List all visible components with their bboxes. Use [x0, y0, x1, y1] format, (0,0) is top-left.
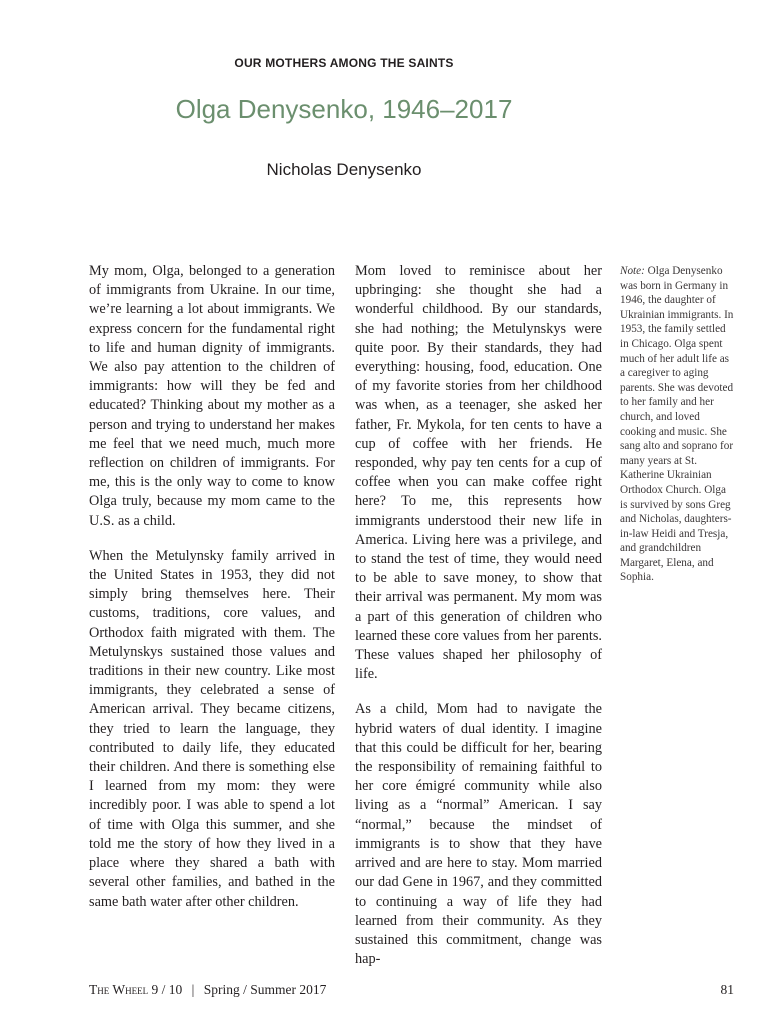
- sidenote-label: Note:: [620, 265, 645, 277]
- body-paragraph: As a child, Mom had to navigate the hybrid waters of dual identity. I imagine that this could be difficult for her, bearing the responsibility of remaining faithful to her core émigré community while also living as a “normal” American. I say “normal,” because the mindset of immigrants is to show that they have arrived and are here to stay. Mom married our dad Gene in 1967, and they committed to continuing a way of life they had learned from their community. As they sustained this commitment, change was hap-: [355, 701, 602, 968]
- journal-name: The Wheel: [89, 982, 149, 997]
- page-number: 81: [720, 982, 734, 997]
- section-kicker: OUR MOTHERS AMONG THE SAINTS: [234, 56, 454, 70]
- issue-number: 9 / 10: [151, 982, 183, 997]
- article-author: Nicholas Denysenko: [266, 160, 422, 179]
- footer-separator: |: [191, 982, 195, 997]
- sidenote-text: Olga Denysenko was born in Germany in 1946, the daughter of Ukrainian immigrants. In 1953, the family settled in Chicago. Olga spent much of her adult life as a caregiver to aging parents. She was devoted to her family and her church, and loved cooking and music. She sang alto and soprano for many years at St. Katherine Ukrainian Orthodox Church. Olga is survived by sons Greg and Nicholas, daughters-in-law Heidi and Tresja, and grandchildren Margaret, Elena, and Sophia.: [620, 265, 734, 584]
- text-column-right: [355, 262, 602, 985]
- article-title: Olga Denysenko, 1946–2017: [175, 94, 513, 124]
- body-paragraph: Mom loved to reminisce about her upbringing: she thought she had a wonderful childhood. By our standards, she had nothing; the Metulynskys were quite poor. By their standards, they had everything: housing, food, education. One of my favorite stories from her childhood was when, as a teenager, she asked her father, Fr. Mykola, for ten cents to have a cup of coffee with her friends. He responded, why pay ten cents for a cup of coffee when you can make coffee right here? To me, this represents how immigrants understood their new life in America. Living here was a privilege, and to stand the test of time, they would need to be able to save money, to show that their arrival was permanent. My mom was a part of this generation of children who learned these core values from her parents. These values shaped her philosophy of life.: [355, 263, 602, 683]
- body-paragraph: When the Metulynsky family arrived in the United States in 1953, they did not simply bring themselves here. Their customs, traditions, core values, and Orthodox faith migrated with them. The Metulynskys sustained those values and traditions in their new country. Like most immigrants, they celebrated a sense of American arrival. They became citizens, they tried to learn the language, they contributed to daily life, they educated their children. And there is something else I learned from my mom: they were incredibly poor. I was able to spend a lot of time with Olga this summer, and she told me the story of how they lived in a place where they shared a bath with several other families, and bathed in the same bath water after other children.: [89, 547, 335, 910]
- issue-season: Spring / Summer 2017: [203, 982, 327, 997]
- text-column-left: [89, 262, 335, 928]
- page-footer: [89, 982, 326, 998]
- body-paragraph: My mom, Olga, belonged to a generation of immigrants from Ukraine. In our time, we’re learning a lot about immigrants. We express concern for the fundamental right to life and human dignity of immigrants. We also pay attention to the children of immigrants: how will they be fed and educated? Thinking about my mother as a person and trying to understand her makes me feel that we need much, much more reflection on children of immigrants. For me, this is the only way to come to know Olga truly, because my mom came to the U.S. as a child.: [89, 263, 335, 529]
- biographical-sidenote: [620, 264, 736, 585]
